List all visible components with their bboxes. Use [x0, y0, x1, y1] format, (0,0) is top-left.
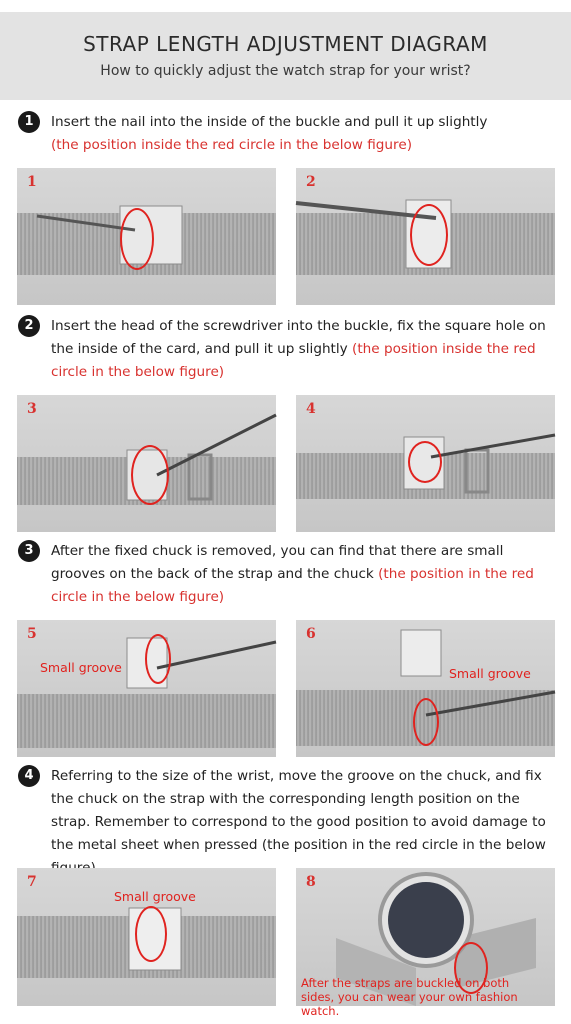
step-text [51, 765, 558, 880]
photo-number: 8 [306, 874, 316, 890]
step-4 [18, 765, 558, 880]
step-instruction: After the fixed chuck is removed, you can find that there are small grooves on the back of the strap and the chuck [51, 543, 504, 582]
photo-4 [296, 395, 555, 532]
step-text [51, 315, 558, 384]
step-instruction: Insert the nail into the inside of the buckle and pull it up slightly [51, 114, 488, 130]
photo-5 [17, 620, 276, 757]
photo-caption: After the straps are buckled on both sides, you can wear your own fashion watch. [301, 976, 518, 1018]
step-badge: 2 [18, 315, 40, 337]
header-banner [0, 12, 571, 100]
small-groove-label: Small groove [114, 889, 196, 904]
photo-7 [17, 868, 276, 1006]
photo-number: 6 [306, 626, 316, 642]
step-badge: 3 [18, 540, 40, 562]
step-badge: 1 [18, 111, 40, 133]
photo-number: 5 [27, 626, 37, 642]
step-badge: 4 [18, 765, 40, 787]
photo-2 [296, 168, 555, 305]
red-circle [135, 906, 167, 962]
step-text [51, 111, 558, 157]
step-instruction: Referring to the size of the wrist, move the groove on the chuck, and fix the chuck on the strap with the corresponding length position on the strap. Remember to correspond to the good position to avoid damage to the metal sheet when pressed (the position in the red circle in the below [51, 768, 546, 853]
photo-1 [17, 168, 276, 305]
step-note: (the position inside the red circle in the below figure) [51, 137, 413, 153]
red-circle [131, 445, 169, 505]
red-circle [120, 208, 154, 270]
step-2 [18, 315, 558, 384]
small-groove-label: Small groove [40, 660, 122, 675]
red-circle [413, 698, 439, 746]
red-circle [408, 441, 442, 483]
step-1 [18, 111, 558, 157]
page-subtitle: How to quickly adjust the watch strap for your wrist? [100, 63, 471, 79]
photo-number: 1 [27, 174, 37, 190]
step-note: (the position in the red circle in the below figure) [51, 566, 534, 605]
chuck-drawing [17, 620, 276, 757]
step-instruction: Insert the head of the screwdriver into the buckle, fix the square hole on the inside of the card, and pull it up slightly [51, 318, 546, 357]
photo-8 [296, 868, 555, 1018]
red-circle [410, 204, 448, 266]
photo-number: 7 [27, 874, 37, 890]
step-note: (the position inside the red circle in the below figure) [51, 341, 536, 380]
photo-number: 2 [306, 174, 316, 190]
step-text [51, 540, 558, 609]
photo-number: 3 [27, 401, 37, 417]
step-3 [18, 540, 558, 609]
small-groove-label: Small groove [449, 666, 531, 681]
page-title: STRAP LENGTH ADJUSTMENT DIAGRAM [83, 32, 488, 56]
photo-number: 4 [306, 401, 316, 417]
photo-3 [17, 395, 276, 532]
photo-6 [296, 620, 555, 757]
red-circle [145, 634, 171, 684]
